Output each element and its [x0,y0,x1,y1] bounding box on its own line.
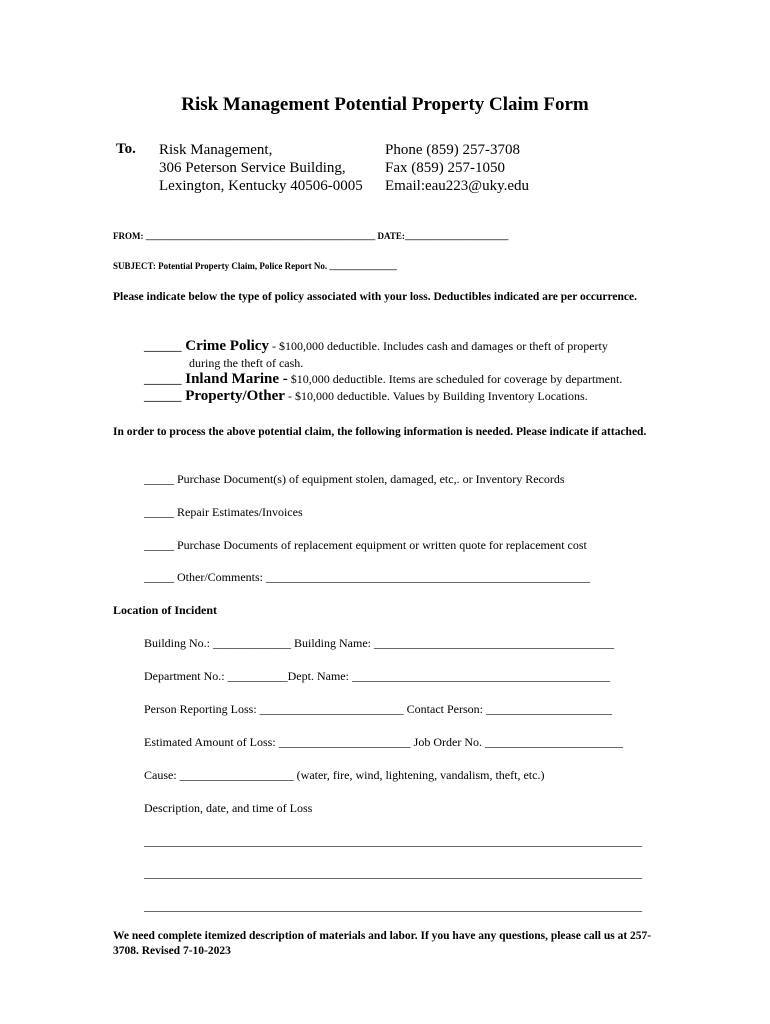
policy-crime[interactable] [144,337,608,355]
location-heading: Location of Incident [113,603,218,617]
department-fields[interactable]: Department No.: __________Dept. Name: ___________________________________________ [144,669,610,683]
info-intro: In order to process the above potential claim, the following information is needed. Please indicate if attached. [113,426,647,438]
checklist-item[interactable]: _____ Purchase Documents of replacement equipment or written quote for replacement cost [144,538,587,552]
description-line[interactable]: ___________________________________________________________________________________ [144,866,642,880]
description-line[interactable]: ___________________________________________________________________________________ [144,834,642,848]
footer-note: We need complete itemized description of materials and labor. If you have any questions, please call us at 257-3708. Revised 7-10-2023 [113,930,652,957]
person-contact-fields[interactable]: Person Reporting Loss: ________________________ Contact Person: _____________________ [144,702,612,716]
policy-intro: Please indicate below the type of policy associated with your loss. Deductibles indicated are per occurrence. [113,291,637,303]
policy-inland-marine[interactable] [144,370,622,388]
page-title: Risk Management Potential Property Claim Form [181,94,589,115]
recipient-contact: Phone (859) 257-3708 Fax (859) 257-1050 Email:eau223@uky.edu [385,142,530,194]
policy-desc: $10,000 deductible. Items are scheduled for coverage by department. [287,372,623,386]
from-date-line[interactable]: FROM: ___________________________________________________ DATE:_______________________ [113,231,509,241]
policy-name: Property/Other [185,388,285,404]
policy-blank[interactable]: _____ [144,371,186,387]
policy-desc: - $100,000 deductible. Includes cash and damages or theft of property [268,339,608,353]
subject-line[interactable]: SUBJECT: Potential Property Claim, Police Report No. _______________ [113,261,397,271]
checklist-item[interactable]: _____ Other/Comments: ______________________________________________________ [144,570,590,584]
policy-name: Inland Marine - [185,371,288,387]
recipient-address: Risk Management, 306 Peterson Service Building, Lexington, Kentucky 40506-0005 [159,142,363,194]
policy-blank[interactable]: _____ [144,388,186,404]
description-line[interactable]: ___________________________________________________________________________________ [144,899,642,913]
amount-job-fields[interactable]: Estimated Amount of Loss: ______________________ Job Order No. _______________________ [144,735,623,749]
policy-property-other[interactable] [144,387,588,405]
policy-crime-continued: during the theft of cash. [189,356,304,370]
checklist-item[interactable]: _____ Purchase Document(s) of equipment stolen, damaged, etc,. or Inventory Records [144,472,565,486]
policy-blank[interactable]: _____ [144,338,186,354]
building-fields[interactable]: Building No.: _____________ Building Name: ________________________________________ [144,636,614,650]
description-label: Description, date, and time of Loss [144,801,313,815]
policy-name: Crime Policy [185,338,269,354]
policy-desc: - $10,000 deductible. Values by Building Inventory Locations. [284,389,588,403]
to-label: To. [116,141,136,157]
checklist-item[interactable]: _____ Repair Estimates/Invoices [144,505,303,519]
cause-field[interactable]: Cause: ___________________ (water, fire, wind, lightening, vandalism, theft, etc.) [144,768,545,782]
